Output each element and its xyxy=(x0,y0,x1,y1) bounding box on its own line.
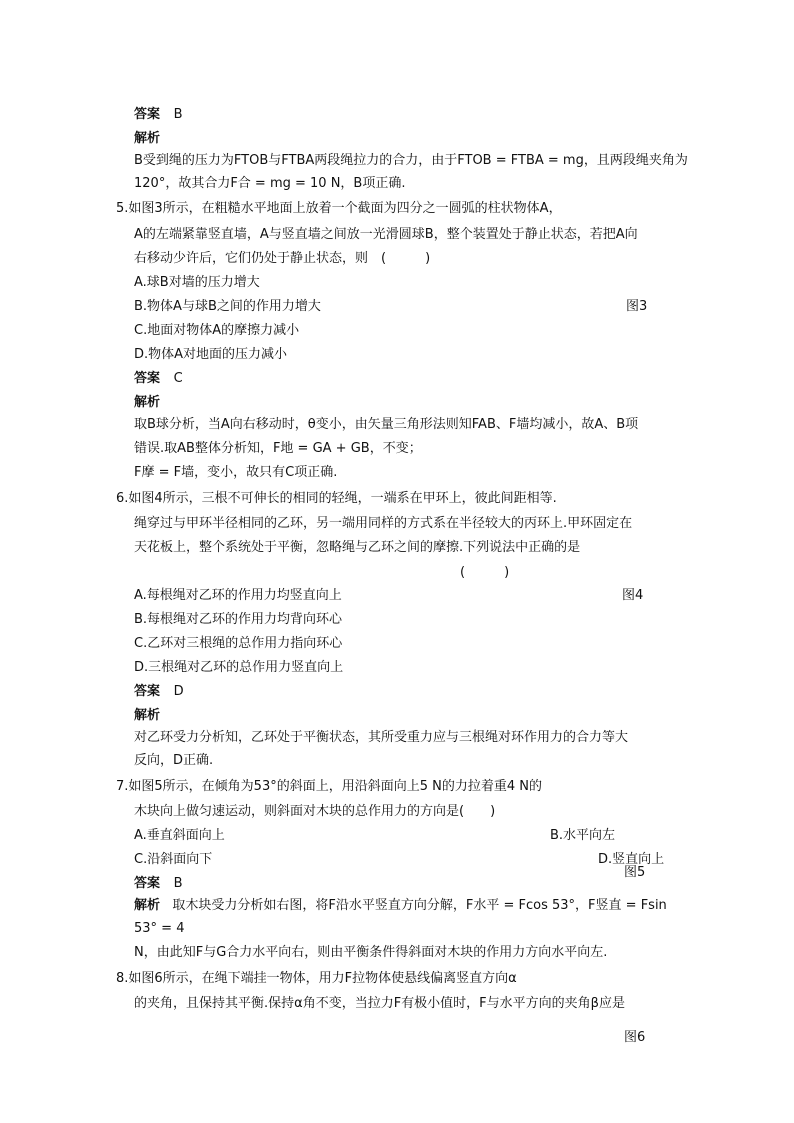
q7-option-a: A.垂直斜面向上 xyxy=(134,828,225,843)
q6-analysis-line2: 反向，D正确. xyxy=(134,753,214,768)
q7-analysis-line3: N，由此知F与G合力水平向右，则由平衡条件得斜面对木块的作用力方向水平向左. xyxy=(134,945,608,960)
q7-option-c: C.沿斜面向下 xyxy=(134,852,213,867)
q7-answer-label: 答案 xyxy=(134,876,161,891)
q8-stem-line2: 的夹角，且保持其平衡.保持α角不变，当拉力F有极小值时，F与水平方向的夹角β应是 xyxy=(134,996,625,1011)
q7-analysis-line2: 53° = 4 xyxy=(134,921,185,936)
q6-answer-label: 答案 xyxy=(134,684,161,699)
q4-analysis-line1: B受到绳的压力为FTOB与FTBA两段绳拉力的合力，由于FTOB = FTBA = mg，且两段绳夹角为 xyxy=(134,153,688,168)
q6-answer-value: D xyxy=(173,684,184,699)
q6-option-a: A.每根绳对乙环的作用力均竖直向上 xyxy=(134,588,342,603)
q7-figure-label: 图5 xyxy=(624,865,646,880)
q7-stem-line1: 7.如图5所示，在倾角为53°的斜面上，用沿斜面向上5 N的力拉着重4 N的 xyxy=(116,779,542,794)
q7-answer-value: B xyxy=(173,876,183,891)
q5-figure-label: 图3 xyxy=(626,299,648,314)
q6-analysis-line1: 对乙环受力分析知，乙环处于平衡状态，其所受重力应与三根绳对环作用力的合力等大 xyxy=(134,730,629,745)
q5-option-c: C.地面对物体A的摩擦力减小 xyxy=(134,323,300,338)
q5-answer xyxy=(134,369,183,389)
q7-analysis-line1: 取木块受力分析如右图，将F沿水平竖直方向分解，F水平 = Fcos 53°，F竖直 = Fsin xyxy=(172,898,667,913)
q7-answer xyxy=(134,874,183,894)
q5-stem-line3: 右移动少许后，它们仍处于静止状态，则 ( ) xyxy=(134,251,431,266)
q6-analysis-label: 解析 xyxy=(134,708,161,723)
q6-option-c: C.乙环对三根绳的总作用力指向环心 xyxy=(134,636,343,651)
q6-bracket: ( ) xyxy=(460,565,510,580)
q5-analysis-label: 解析 xyxy=(134,395,161,410)
q4-answer-label: 答案 xyxy=(134,107,161,122)
q7-stem-line2: 木块向上做匀速运动，则斜面对木块的总作用力的方向是( ) xyxy=(134,804,496,819)
q5-analysis-line3: F摩 = F墙，变小，故只有C项正确. xyxy=(134,465,338,480)
q8-stem-line1: 8.如图6所示，在绳下端挂一物体，用力F拉物体使悬线偏离竖直方向α xyxy=(116,971,517,986)
q8-figure-label: 图6 xyxy=(624,1030,646,1045)
q4-analysis-label: 解析 xyxy=(134,131,161,146)
q7-analysis-label: 解析 xyxy=(134,898,161,913)
q6-option-d: D.三根绳对乙环的总作用力竖直向上 xyxy=(134,660,344,675)
q6-stem-line3: 天花板上，整个系统处于平衡，忽略绳与乙环之间的摩擦.下列说法中正确的是 xyxy=(134,540,581,555)
q5-stem-line1: 5.如图3所示，在粗糙水平地面上放着一个截面为四分之一圆弧的柱状物体A， xyxy=(116,201,562,216)
q5-stem-line2: A的左端紧靠竖直墙，A与竖直墙之间放一光滑圆球B，整个装置处于静止状态，若把A向 xyxy=(134,227,638,242)
q5-option-b: B.物体A与球B之间的作用力增大 xyxy=(134,299,321,314)
q7-option-d: D.竖直向上 xyxy=(598,852,665,867)
q5-answer-value: C xyxy=(173,371,183,386)
q6-stem-line1: 6.如图4所示，三根不可伸长的相同的轻绳，一端系在甲环上，彼此间距相等. xyxy=(116,491,557,506)
q6-option-b: B.每根绳对乙环的作用力均背向环心 xyxy=(134,612,343,627)
q5-answer-label: 答案 xyxy=(134,371,161,386)
q6-figure-label: 图4 xyxy=(622,588,644,603)
q4-analysis-line2: 120°，故其合力F合 = mg = 10 N，B项正确. xyxy=(134,176,406,191)
q4-answer xyxy=(134,105,183,125)
q5-option-a: A.球B对墙的压力增大 xyxy=(134,275,260,290)
q4-answer-value: B xyxy=(173,107,183,122)
q7-analysis xyxy=(134,896,667,916)
q6-answer xyxy=(134,682,184,702)
q5-option-d: D.物体A对地面的压力减小 xyxy=(134,347,288,362)
q7-option-b: B.水平向左 xyxy=(550,828,616,843)
q5-analysis-line1: 取B球分析，当A向右移动时，θ变小，由矢量三角形法则知FAB、F墙均减小，故A、B项 xyxy=(134,417,639,432)
q5-analysis-line2: 错误.取AB整体分析知，F地 = GA + GB，不变； xyxy=(134,441,422,456)
q6-stem-line2: 绳穿过与甲环半径相同的乙环，另一端用同样的方式系在半径较大的丙环上.甲环固定在 xyxy=(134,516,633,531)
